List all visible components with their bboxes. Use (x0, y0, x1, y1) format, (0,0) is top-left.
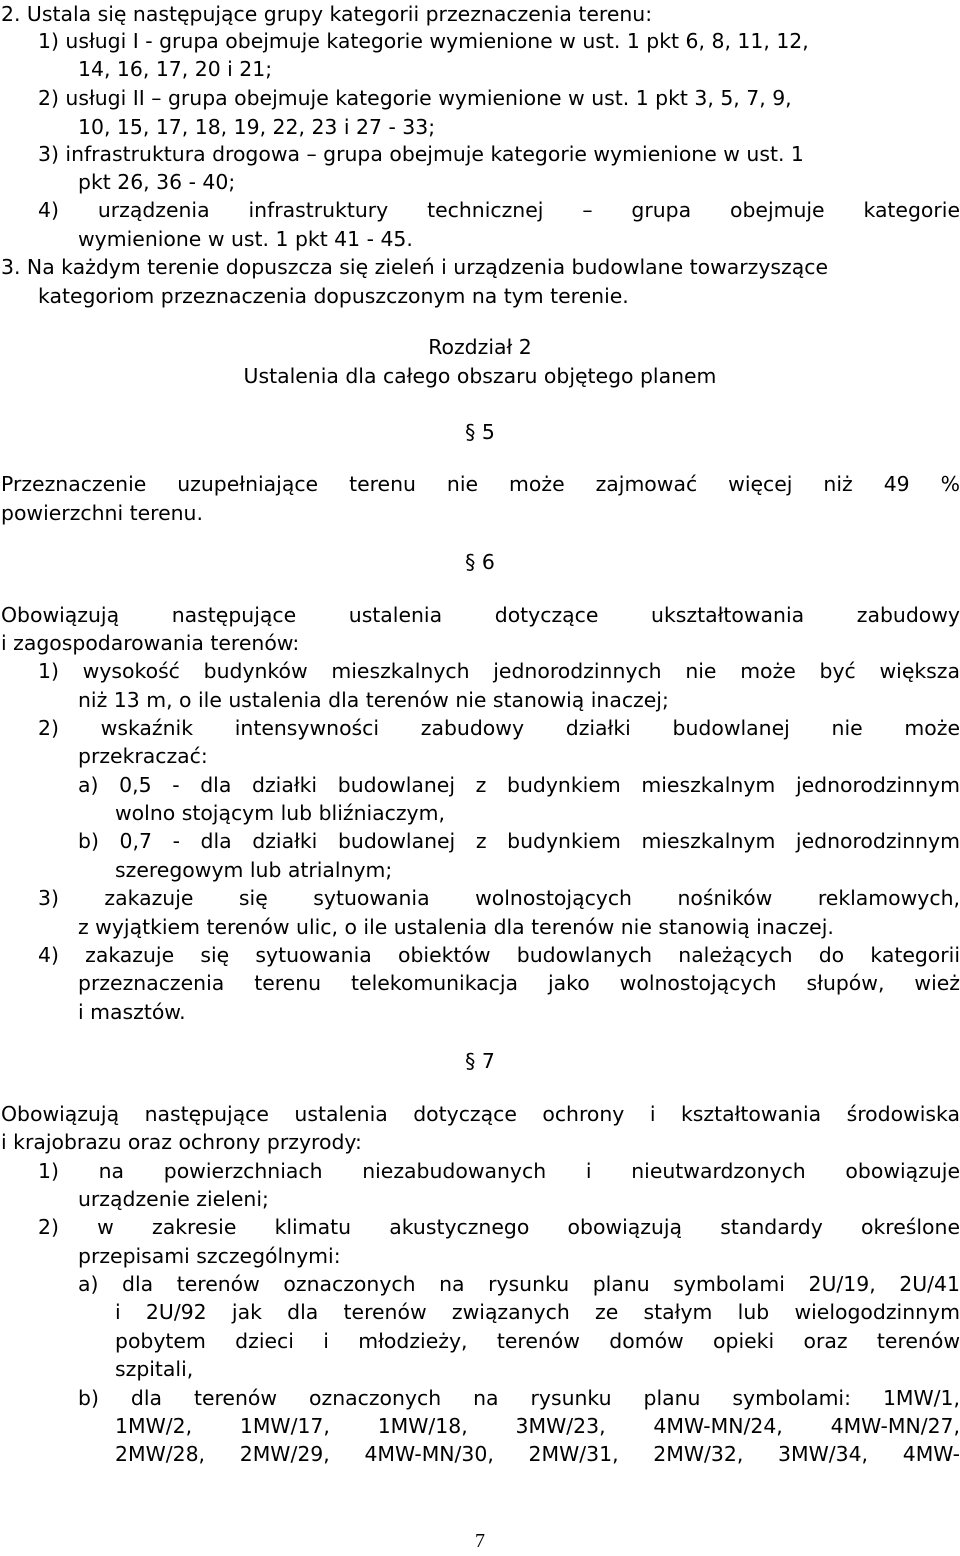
text-line: Obowiązują następujące ustalenia dotyczące ukształtowania zabudowy (1, 603, 960, 627)
text-line: kategoriom przeznaczenia dopuszczonym na tym terenie. (38, 284, 629, 308)
text-line: wymienione w ust. 1 pkt 41 - 45. (78, 227, 413, 251)
text-line: przepisami szczególnymi: (78, 1244, 341, 1268)
section-5-heading: § 5 (465, 420, 495, 444)
paragraph-2-heading: 2. Ustala się następujące grupy kategorii przeznaczenia terenu: (1, 2, 653, 26)
text-line: i zagospodarowania terenów: (1, 631, 300, 655)
text-line: 1MW/2, 1MW/17, 1MW/18, 3MW/23, 4MW-MN/24, 4MW-MN/27, (115, 1414, 960, 1438)
text-line: wolno stojącym lub bliźniaczym, (115, 801, 445, 825)
text-line: 2) wskaźnik intensywności zabudowy działki budowlanej nie może (38, 716, 960, 740)
text-line: 1) na powierzchniach niezabudowanych i nieutwardzonych obowiązuje (38, 1159, 960, 1183)
text-line: 4) urządzenia infrastruktury technicznej – grupa obejmuje kategorie (38, 198, 960, 222)
text-line: i 2U/92 jak dla terenów związanych ze stałym lub wielogodzinnym (115, 1300, 960, 1324)
text-line: 2) w zakresie klimatu akustycznego obowiązują standardy określone (38, 1215, 960, 1239)
text-line: Przeznaczenie uzupełniające terenu nie może zajmować więcej niż 49 % (1, 472, 960, 496)
text-line: 2) usługi II – grupa obejmuje kategorie wymienione w ust. 1 pkt 3, 5, 7, 9, (38, 86, 792, 110)
text-line: z wyjątkiem terenów ulic, o ile ustalenia dla terenów nie stanowią inaczej. (78, 915, 834, 939)
chapter-number: Rozdział 2 (428, 335, 532, 359)
text-line: 3) infrastruktura drogowa – grupa obejmuje kategorie wymienione w ust. 1 (38, 142, 804, 166)
text-line: 4) zakazuje się sytuowania obiektów budowlanych należących do kategorii (38, 943, 960, 967)
text-line: 10, 15, 17, 18, 19, 22, 23 i 27 - 33; (78, 115, 436, 139)
text-line: pkt 26, 36 - 40; (78, 170, 236, 194)
text-line: przekraczać: (78, 744, 208, 768)
section-6-heading: § 6 (465, 550, 495, 574)
text-line: i masztów. (78, 1000, 186, 1024)
text-line: niż 13 m, o ile ustalenia dla terenów nie stanowią inaczej; (78, 688, 669, 712)
section-7-heading: § 7 (465, 1049, 495, 1073)
text-line: pobytem dzieci i młodzieży, terenów domów opieki oraz terenów (115, 1329, 960, 1353)
text-line: szeregowym lub atrialnym; (115, 858, 393, 882)
text-line: a) 0,5 - dla działki budowlanej z budynkiem mieszkalnym jednorodzinnym (78, 773, 960, 797)
text-line: 2MW/28, 2MW/29, 4MW-MN/30, 2MW/31, 2MW/32, 3MW/34, 4MW- (115, 1442, 960, 1466)
text-line: Obowiązują następujące ustalenia dotyczące ochrony i kształtowania środowiska (1, 1102, 960, 1126)
text-line: 1) wysokość budynków mieszkalnych jednorodzinnych nie może być większa (38, 659, 960, 683)
text-line: b) dla terenów oznaczonych na rysunku planu symbolami: 1MW/1, (78, 1386, 960, 1410)
text-line: szpitali, (115, 1357, 194, 1381)
chapter-title: Ustalenia dla całego obszaru objętego planem (243, 364, 717, 388)
text-line: powierzchni terenu. (1, 501, 203, 525)
page-number: 7 (475, 1530, 485, 1552)
text-line: a) dla terenów oznaczonych na rysunku planu symbolami 2U/19, 2U/41 (78, 1272, 960, 1296)
text-line: b) 0,7 - dla działki budowlanej z budynkiem mieszkalnym jednorodzinnym (78, 829, 960, 853)
text-line: przeznaczenia terenu telekomunikacja jako wolnostojących słupów, wież (78, 971, 960, 995)
text-line: 14, 16, 17, 20 i 21; (78, 57, 273, 81)
paragraph-3: 3. Na każdym terenie dopuszcza się zieleń i urządzenia budowlane towarzyszące (1, 255, 829, 279)
text-line: 1) usługi I - grupa obejmuje kategorie wymienione w ust. 1 pkt 6, 8, 11, 12, (38, 29, 809, 53)
text-line: 3) zakazuje się sytuowania wolnostojących nośników reklamowych, (38, 886, 960, 910)
text-line: urządzenie zieleni; (78, 1187, 269, 1211)
text-line: i krajobrazu oraz ochrony przyrody: (1, 1130, 362, 1154)
